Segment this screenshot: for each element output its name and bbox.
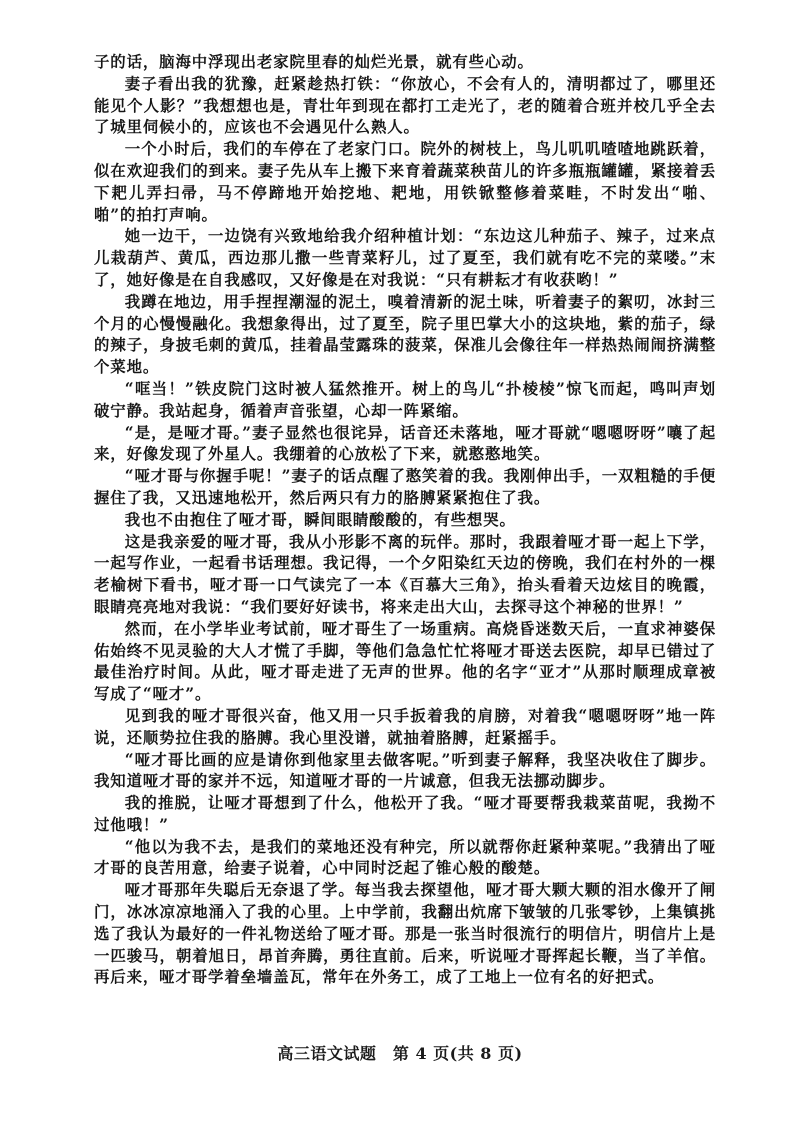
paragraph: “他以为我不去，是我们的菜地还没有种完，所以就帮你赶紧种菜呢。”我猜出了哑才哥的良苦用意，给妻子说着，心中同时泛起了锥心般的酸楚。 — [94, 837, 716, 878]
paragraph: “哐当！”铁皮院门这时被人猛然推开。树上的鸟儿“扑棱棱”惊飞而起，鸣叫声划破宁静。我站起身，循着声音张望，心却一阵紧缩。 — [94, 379, 716, 420]
paragraph: 我蹲在地边，用手捏捏潮湿的泥土，嗅着清新的泥土味，听着妻子的絮叨，冰封三个月的心慢慢融化。我想象得出，过了夏至，院子里巴掌大小的这块地，紫的茄子，绿的辣子，身披毛刺的黄瓜，挂着晶莹露珠的菠菜，保准儿会像往年一样热热闹闹挤满整个菜地。 — [94, 292, 716, 377]
page-footer: 高三语文试题 第 4 页(共 8 页) — [277, 1044, 523, 1063]
paragraph: 哑才哥那年失聪后无奈退了学。每当我去探望他，哑才哥大颗大颗的泪水像开了闸门，冰冰凉凉地涌入了我的心里。上中学前，我翻出炕席下皱皱的几张零钞，上集镇挑选了我认为最好的一件礼物送给了哑才哥。那是一张当时很流行的明信片，明信片上是一匹骏马，朝着旭日，昂首奔腾，勇往直前。后来，听说哑才哥挥起长鞭，当了羊倌。再后来，哑才哥学着垒墙盖瓦，常年在外务工，成了工地上一位有名的好把式。 — [94, 881, 716, 987]
paragraph: 见到我的哑才哥很兴奋，他又用一只手扳着我的肩膀，对着我“嗯嗯呀呀”地一阵说，还顺势拉住我的胳膊。我心里没谱，就抽着胳膊，赶紧摇手。 — [94, 706, 716, 747]
paragraph: 我也不由抱住了哑才哥，瞬间眼睛酸酸的，有些想哭。 — [124, 510, 516, 529]
paragraph: “哑才哥比画的应是请你到他家里去做客呢。”听到妻子解释，我坚决收住了脚步。我知道哑才哥的家并不远，知道哑才哥的一片诚意，但我无法挪动脚步。 — [94, 750, 716, 791]
passage-body — [94, 52, 716, 989]
paragraph: 一个小时后，我们的车停在了老家门口。院外的树枝上，鸟儿叽叽喳喳地跳跃着，似在欢迎我们的到来。妻子先从车上搬下来育着蔬菜秧苗儿的许多瓶瓶罐罐，紧接着丢下耙儿弄扫帚，马不停蹄地开始挖地、耙地，用铁锨整修着菜畦，不时发出“啪、啪”的拍打声响。 — [94, 140, 716, 224]
paragraph: “是，是哑才哥。”妻子显然也很诧异，话音还未落地，哑才哥就“嗯嗯呀呀”嚷了起来，好像发现了外星人。我绷着的心放松了下来，就憨憨地笑。 — [94, 423, 716, 464]
paragraph: 她一边干，一边饶有兴致地给我介绍种植计划：“东边这儿种茄子、辣子，过来点儿栽葫芦、黄瓜，西边那儿撒一些青菜籽儿，过了夏至，我们就有吃不完的菜喽。”末了，她好像是在自我感叹，又好像是在对我说：“只有耕耘才有收获哟！” — [94, 227, 716, 289]
paragraph: 我的推脱，让哑才哥想到了什么，他松开了我。“哑才哥要帮我栽菜苗呢，我拗不过他哦！” — [94, 794, 716, 834]
paragraph: 妻子看出我的犹豫，赶紧趁热打铁：“你放心，不会有人的，清明都过了，哪里还能见个人影？”我想想也是，青壮年到现在都打工走光了，老的随着合班并校几乎全去了城里伺候小的，应该也不会遇见什么熟人。 — [94, 74, 716, 137]
paragraph: 子的话，脑海中浮现出老家院里春的灿烂光景，就有些心动。 — [94, 53, 534, 71]
paragraph: “哑才哥与你握手呢！”妻子的话点醒了憨笑着的我。我刚伸出手，一双粗糙的手便握住了我，又迅速地松开，然后两只有力的胳膊紧紧抱住了我。 — [94, 467, 716, 507]
paragraph: 然而，在小学毕业考试前，哑才哥生了一场重病。高烧昏迷数天后，一直求神婆保佑始终不见灵验的大人才慌了手脚，等他们急急忙忙将哑才哥送去医院，却早已错过了最佳治疗时间。从此，哑才哥走进了无声的世界。他的名字“亚才”从那时顺理成章被写成了“哑才”。 — [94, 619, 716, 704]
paragraph: 这是我亲爱的哑才哥，我从小形影不离的玩伴。那时，我跟着哑才哥一起上下学，一起写作业，一起看书话理想。我记得，一个夕阳染红天边的傍晚，我们在村外的一棵老榆树下看书，哑才哥一口气读完了一本《百慕大三角》，抬头看着天边炫目的晚霞，眼睛亮亮地对我说：“我们要好好读书，将来走出大山，去探寻这个神秘的世界！” — [94, 532, 716, 616]
